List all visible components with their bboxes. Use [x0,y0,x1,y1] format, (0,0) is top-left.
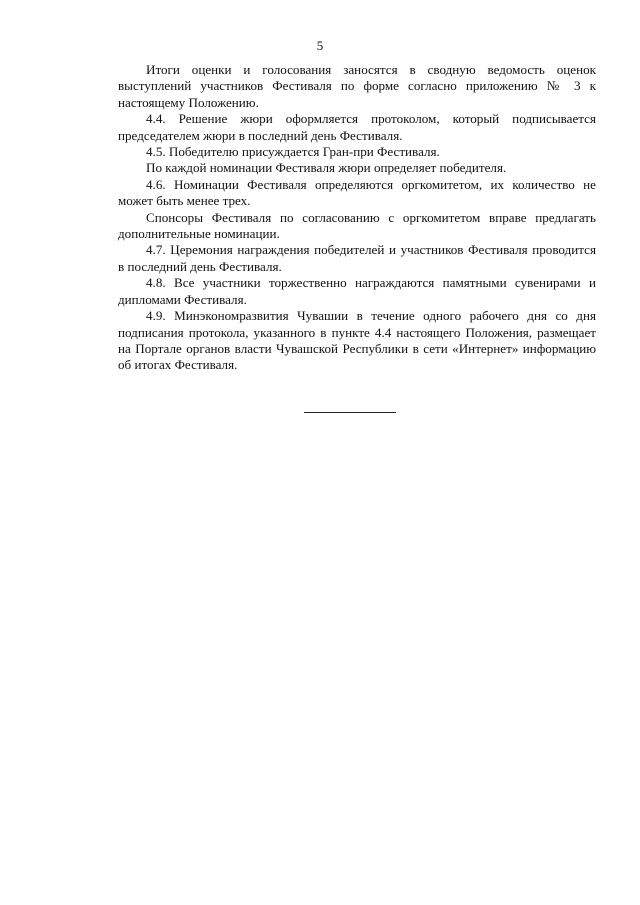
paragraph-4-7: 4.7. Церемония награждения победителей и участников Фестиваля проводится в последний день Фестиваля. [118,242,596,274]
paragraph-4-4: 4.4. Решение жюри оформляется протоколом, который подписывается председателем жюри в последний день Фестиваля. [118,111,596,143]
document-body [118,62,596,374]
paragraph-4-5: 4.5. Победителю присуждается Гран-при Фестиваля. [146,144,440,160]
paragraph-voting-results: Итоги оценки и голосования заносятся в сводную ведомость оценок выступлений участников Фестиваля по форме согласно приложению № 3 к настоящему Положению. [118,62,596,110]
end-of-document-line [304,412,396,413]
paragraph-4-9: 4.9. Минэкономразвития Чувашии в течение одного рабочего дня со дня подписания протокола, указанного в пункте 4.4 настоящего Положения, размещает на Портале органов власти Чувашской Республики в сети «Интернет» информацию об итогах Фестиваля. [118,308,596,373]
paragraph-4-6: 4.6. Номинации Фестиваля определяются оргкомитетом, их количество не может быть менее трех. [118,176,596,209]
page-number: 5 [316,38,324,53]
paragraph-sponsors: Спонсоры Фестиваля по согласованию с оргкомитетом вправе предлагать дополнительные номинации. [118,209,596,242]
paragraph-nomination-winner: По каждой номинации Фестиваля жюри определяет победителя. [146,160,507,176]
paragraph-4-8: 4.8. Все участники торжественно награждаются памятными сувенирами и дипломами Фестиваля. [118,275,596,307]
